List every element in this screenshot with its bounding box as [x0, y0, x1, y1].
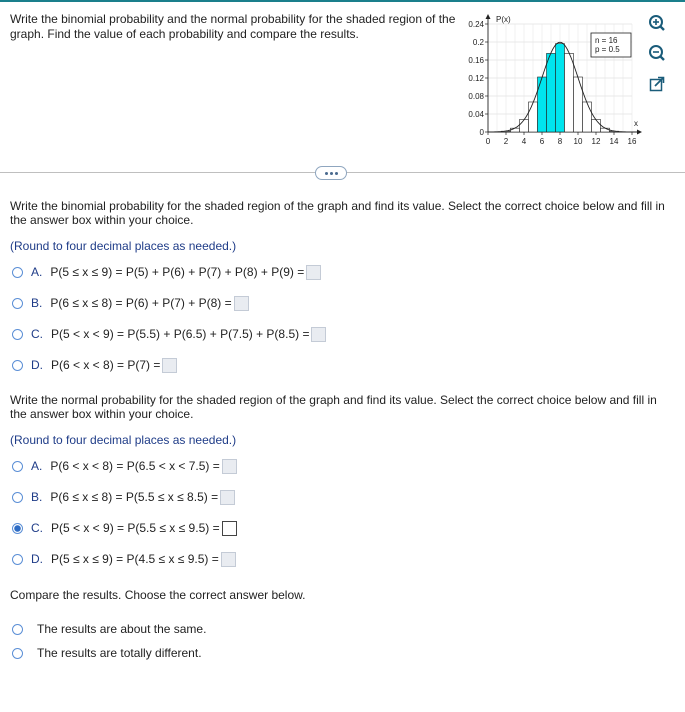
radio-button[interactable]	[12, 360, 23, 371]
answer-box[interactable]	[311, 327, 326, 342]
bar	[583, 102, 592, 132]
binomial-graph	[460, 6, 650, 156]
x-tick-label: 2	[503, 137, 509, 146]
radio-button-selected[interactable]	[12, 523, 23, 534]
popout-button[interactable]	[646, 73, 668, 95]
answer-box[interactable]	[222, 521, 237, 536]
option-label: The results are totally different.	[37, 646, 202, 660]
answer-box[interactable]	[162, 358, 177, 373]
binomial-option-a[interactable]	[12, 262, 321, 282]
zoom-in-icon	[648, 14, 666, 32]
y-tick-label: 0.2	[472, 38, 484, 47]
legend-n: n = 16	[595, 36, 618, 45]
y-tick-label: 0.24	[468, 20, 484, 29]
answer-box[interactable]	[222, 459, 237, 474]
bar	[565, 53, 574, 132]
x-tick-label: 6	[539, 137, 545, 146]
radio-button[interactable]	[12, 298, 23, 309]
zoom-out-button[interactable]	[646, 42, 668, 64]
radio-button[interactable]	[12, 648, 23, 659]
compare-option-different[interactable]	[12, 644, 202, 662]
option-letter: C.	[31, 327, 43, 341]
bar-shaded	[547, 53, 556, 132]
compare-option-same[interactable]	[12, 620, 206, 638]
binomial-question: Write the binomial probability for the shaded region of the graph and find its value. Select the correct choice below and fill in the answer box within your choice.	[10, 199, 665, 227]
radio-button[interactable]	[12, 461, 23, 472]
radio-button[interactable]	[12, 624, 23, 635]
normal-option-c[interactable]	[12, 518, 237, 538]
normal-option-b[interactable]	[12, 487, 235, 507]
popout-icon	[648, 75, 666, 93]
option-expression: P(6 < x < 8) = P(6.5 < x < 7.5) =	[50, 459, 220, 473]
x-tick-label: 10	[573, 137, 583, 146]
x-tick-label: 14	[609, 137, 619, 146]
binomial-option-d[interactable]	[12, 355, 177, 375]
zoom-in-button[interactable]	[646, 12, 668, 34]
x-tick-label: 8	[557, 137, 563, 146]
radio-button[interactable]	[12, 329, 23, 340]
expand-more-button[interactable]	[315, 166, 347, 180]
zoom-out-icon	[648, 44, 666, 62]
option-expression: P(6 ≤ x ≤ 8) = P(6) + P(7) + P(8) =	[50, 296, 232, 310]
x-axis-arrow	[637, 130, 642, 135]
bar	[520, 119, 529, 132]
dot-icon	[330, 172, 333, 175]
radio-button[interactable]	[12, 267, 23, 278]
normal-hint: (Round to four decimal places as needed.)	[10, 433, 237, 447]
x-tick-label: 0	[485, 137, 491, 146]
binomial-option-b[interactable]	[12, 293, 249, 313]
legend-p: p = 0.5	[595, 45, 620, 54]
normal-option-a[interactable]	[12, 456, 237, 476]
binomial-hint: (Round to four decimal places as needed.)	[10, 239, 237, 253]
bar	[511, 128, 520, 132]
y-tick-label: 0.04	[468, 110, 484, 119]
answer-box[interactable]	[220, 490, 235, 505]
answer-box[interactable]	[221, 552, 236, 567]
y-axis-label: P(x)	[496, 15, 511, 24]
option-letter: D.	[31, 552, 43, 566]
option-expression: P(6 ≤ x ≤ 8) = P(5.5 ≤ x ≤ 8.5) =	[50, 490, 219, 504]
top-rule	[0, 0, 685, 2]
answer-box[interactable]	[306, 265, 321, 280]
dot-icon	[325, 172, 328, 175]
option-expression: P(5 < x < 9) = P(5.5) + P(6.5) + P(7.5) + P(8.5) =	[51, 327, 310, 341]
radio-button[interactable]	[12, 554, 23, 565]
option-expression: P(5 ≤ x ≤ 9) = P(4.5 ≤ x ≤ 9.5) =	[51, 552, 219, 566]
option-letter: A.	[31, 265, 43, 279]
bar	[601, 128, 610, 132]
radio-button[interactable]	[12, 492, 23, 503]
option-expression: P(5 < x < 9) = P(5.5 ≤ x ≤ 9.5) =	[51, 521, 220, 535]
y-axis-arrow	[486, 14, 491, 19]
option-letter: D.	[31, 358, 43, 372]
y-tick-label: 0.16	[468, 56, 484, 65]
option-letter: B.	[31, 490, 43, 504]
x-axis-label: x	[634, 119, 638, 128]
option-expression: P(5 ≤ x ≤ 9) = P(5) + P(6) + P(7) + P(8) + P(9) =	[50, 265, 305, 279]
x-tick-label: 12	[591, 137, 601, 146]
intro-text: Write the binomial probability and the normal probability for the shaded region of the graph. Find the value of each probability and compare the results.	[10, 12, 456, 41]
bar	[529, 102, 538, 132]
option-label: The results are about the same.	[37, 622, 207, 636]
y-tick-label: 0	[479, 128, 484, 137]
binomial-option-c[interactable]	[12, 324, 326, 344]
answer-box[interactable]	[234, 296, 249, 311]
normal-question: Write the normal probability for the shaded region of the graph and find its value. Select the correct choice below and fill in the answer box within your choice.	[10, 393, 657, 421]
option-expression: P(6 < x < 8) = P(7) =	[51, 358, 161, 372]
x-tick-label: 16	[627, 137, 637, 146]
bar-shaded	[556, 44, 565, 132]
option-letter: C.	[31, 521, 43, 535]
dot-icon	[335, 172, 338, 175]
option-letter: B.	[31, 296, 43, 310]
option-letter: A.	[31, 459, 43, 473]
bar	[592, 119, 601, 132]
compare-question: Compare the results. Choose the correct answer below.	[10, 588, 306, 602]
y-tick-label: 0.12	[468, 74, 484, 83]
x-tick-label: 4	[521, 137, 527, 146]
bar	[574, 77, 583, 132]
normal-option-d[interactable]	[12, 549, 236, 569]
y-tick-label: 0.08	[468, 92, 484, 101]
bar-shaded	[538, 77, 547, 132]
